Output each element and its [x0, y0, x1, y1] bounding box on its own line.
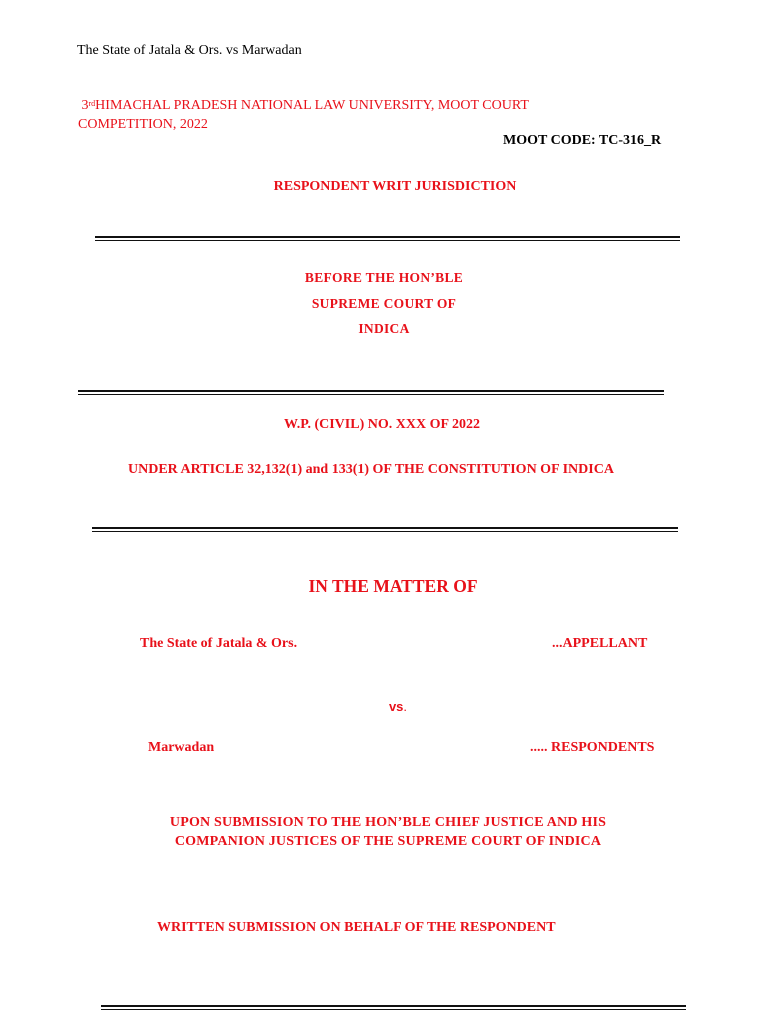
competition-title: [78, 96, 638, 134]
competition-name: HIMACHAL PRADESH NATIONAL LAW UNIVERSITY, MOOT COURT: [95, 98, 529, 113]
court-heading: [0, 265, 768, 342]
divider-rule-4: [101, 1005, 686, 1010]
divider-rule-1: [95, 236, 680, 241]
appellant-name: The State of Jatala & Ors.: [140, 636, 298, 651]
versus-label: [0, 699, 768, 714]
submission-heading: [0, 813, 768, 851]
document-header: The State of Jatala & Ors. vs Marwadan: [77, 43, 302, 58]
divider-rule-2: [78, 390, 664, 395]
versus-text: vs: [388, 699, 404, 714]
moot-code: MOOT CODE: TC-316_R: [503, 133, 662, 148]
respondent-name: Marwadan: [148, 740, 215, 755]
written-submission-heading: WRITTEN SUBMISSION ON BEHALF OF THE RESPONDENT: [157, 920, 556, 935]
ordinal-number: 3: [81, 98, 89, 113]
competition-line-2: COMPETITION, 2022: [78, 117, 208, 132]
divider-rule-3: [92, 527, 678, 532]
petition-number: W.P. (CIVIL) NO. XXX OF 2022: [283, 417, 480, 432]
submission-line-2: COMPANION JUSTICES OF THE SUPREME COURT OF INDICA: [174, 834, 602, 849]
jurisdiction-heading: RESPONDENT WRIT JURISDICTION: [273, 179, 517, 194]
ordinal-suffix: rd: [88, 99, 96, 108]
matter-heading: IN THE MATTER OF: [308, 576, 478, 596]
respondent-role: ..... RESPONDENTS: [530, 740, 655, 755]
court-line-1: BEFORE THE HON’BLE: [304, 270, 464, 285]
versus-dot: .: [403, 699, 408, 714]
competition-line-1: [78, 96, 638, 115]
submission-line-1: UPON SUBMISSION TO THE HON’BLE CHIEF JUSTICE AND HIS: [169, 815, 607, 830]
appellant-role: ...APPELLANT: [552, 636, 648, 651]
court-line-2: SUPREME COURT OF: [311, 295, 457, 311]
court-line-3: INDICA: [358, 321, 410, 336]
article-reference: UNDER ARTICLE 32,132(1) and 133(1) OF THE CONSTITUTION OF INDICA: [128, 462, 614, 477]
